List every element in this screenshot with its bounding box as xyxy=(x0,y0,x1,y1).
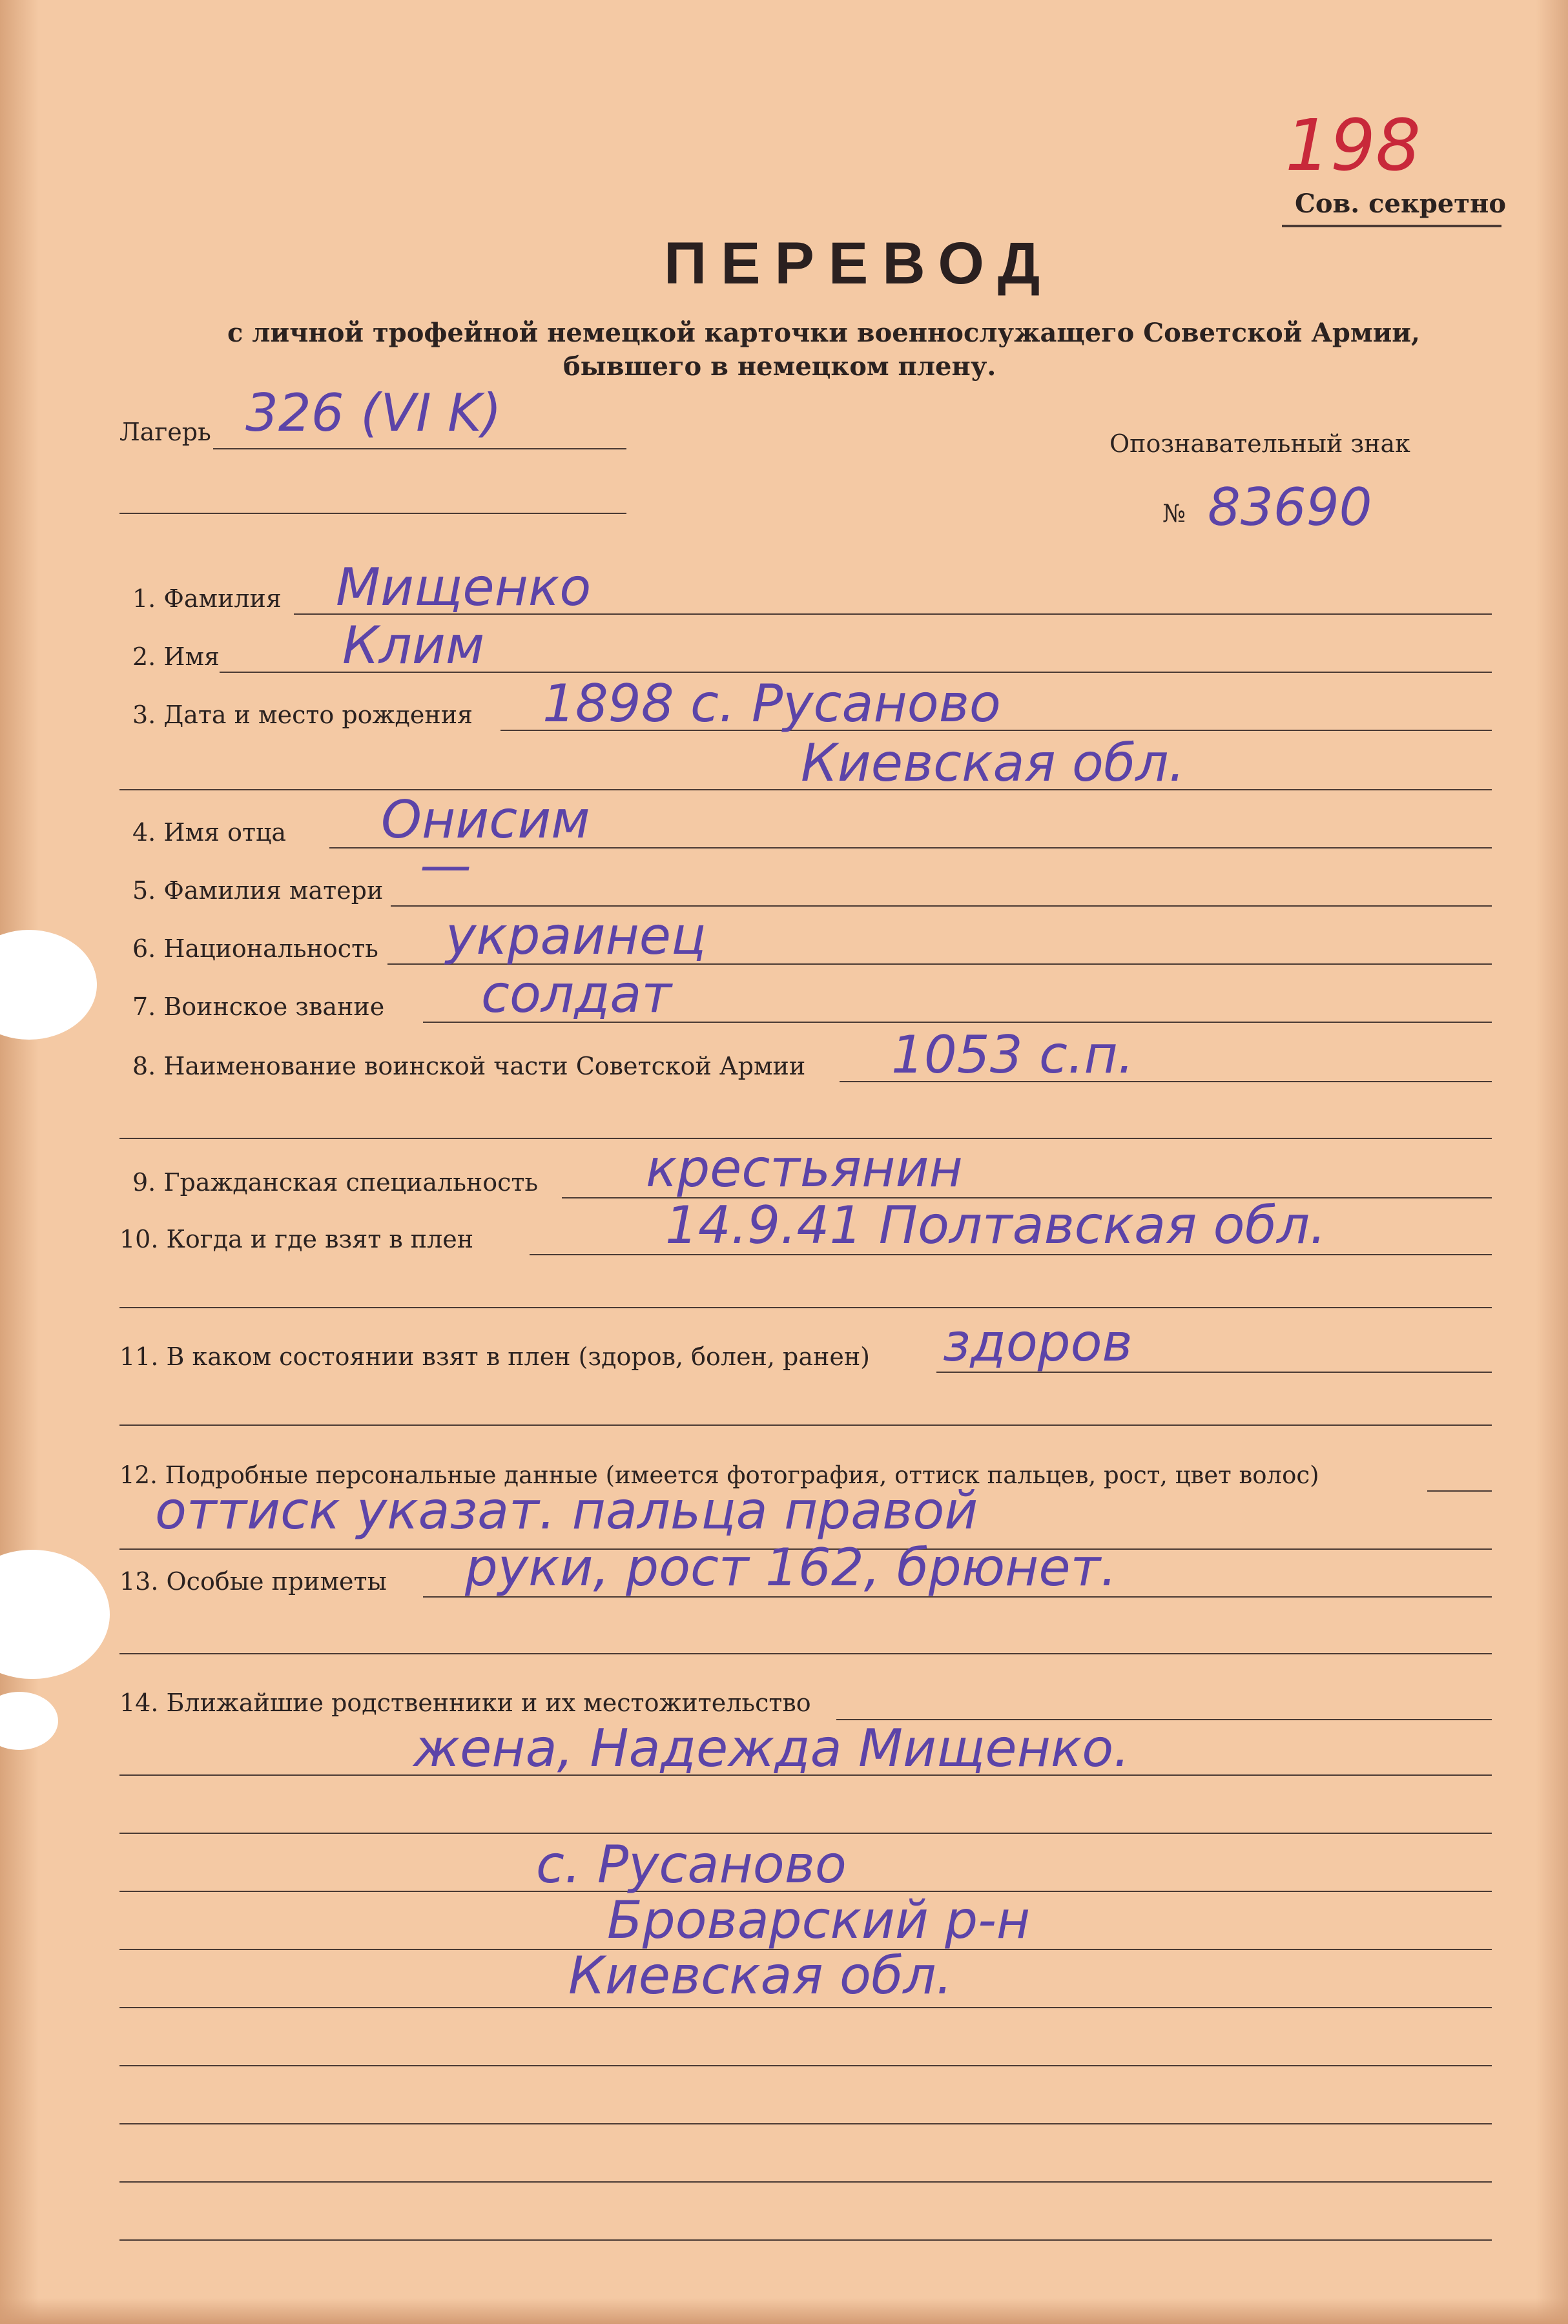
camp-line xyxy=(213,448,626,449)
paper-edge-bottom xyxy=(0,2298,1568,2324)
field-value-profession: крестьянин xyxy=(646,1138,963,1198)
field-value-birth: 1898 с. Русаново xyxy=(542,674,1001,734)
field-label-captured: 10. Когда и где взят в плен xyxy=(119,1225,474,1253)
field-value-relatives: жена, Надежда Мищенко. xyxy=(413,1718,1130,1778)
field-value-personal-data: оттиск указат. пальца правой xyxy=(155,1481,978,1541)
field-label-relatives: 14. Ближайшие родственники и их местожительство xyxy=(119,1689,811,1717)
camp-line-2 xyxy=(119,513,626,514)
page-title: ПЕРЕВОД xyxy=(664,231,1055,296)
field-label-profession: 9. Гражданская специальность xyxy=(132,1168,539,1197)
field-line xyxy=(119,2007,1492,2008)
field-value-surname: Мищенко xyxy=(336,557,592,617)
field-line xyxy=(119,2065,1492,2066)
camp-label: Лагерь xyxy=(119,418,211,446)
field-line xyxy=(119,2123,1492,2124)
field-value-captured: 14.9.41 Полтавская обл. xyxy=(665,1195,1326,1255)
field-label-surname: 1. Фамилия xyxy=(132,584,282,613)
field-line xyxy=(119,2181,1492,2183)
field-value-name: Клим xyxy=(342,615,485,675)
subtitle-line-2: бывшего в немецком плену. xyxy=(563,351,996,382)
field-label-personal-data: 12. Подробные персональные данные (имеется фотография, оттиск пальцев, рост, цвет волос) xyxy=(119,1461,1319,1489)
field-label-rank: 7. Воинское звание xyxy=(132,992,385,1021)
paper-tear xyxy=(0,1692,58,1750)
field-line xyxy=(1427,1490,1492,1492)
id-mark-label: Опознавательный знак xyxy=(1109,429,1410,458)
paper-tear xyxy=(0,1550,110,1679)
field-label-birth: 3. Дата и место рождения xyxy=(132,701,473,729)
id-mark-prefix: № xyxy=(1162,499,1186,528)
field-line xyxy=(119,1424,1492,1426)
stamp-number: 198 xyxy=(1285,104,1421,187)
field-value-features: руки, рост 162, брюнет. xyxy=(465,1537,1117,1598)
field-label-name: 2. Имя xyxy=(132,643,220,671)
id-mark-value: 83690 xyxy=(1208,477,1372,537)
paper-edge-left xyxy=(0,0,39,2324)
field-label-nationality: 6. Национальность xyxy=(132,934,378,963)
field-label-unit: 8. Наименование воинской части Советской Армии xyxy=(132,1052,806,1080)
classification-underline xyxy=(1282,225,1501,227)
field-label-father: 4. Имя отца xyxy=(132,818,287,847)
relatives-address-line-2: Броварский р-н xyxy=(607,1890,1031,1950)
field-value-mother: — xyxy=(420,835,471,895)
field-line xyxy=(119,1307,1492,1308)
field-line xyxy=(119,2239,1492,2241)
subtitle-line-1: с личной трофейной немецкой карточки военнослужащего Советской Армии, xyxy=(227,318,1420,348)
field-value-unit: 1053 с.п. xyxy=(891,1025,1135,1085)
field-value-father: Онисим xyxy=(381,790,590,850)
field-line xyxy=(119,1833,1492,1834)
classification-mark: Сов. секретно xyxy=(1295,189,1507,219)
field-label-mother: 5. Фамилия матери xyxy=(132,876,384,905)
field-value-condition: здоров xyxy=(943,1313,1133,1373)
paper-tear xyxy=(0,930,97,1040)
field-line xyxy=(119,1653,1492,1654)
relatives-address-line-3: Киевская обл. xyxy=(568,1946,953,2006)
relatives-address-line-1: с. Русаново xyxy=(536,1835,847,1895)
camp-value: 326 (VI K) xyxy=(245,383,502,443)
field-value-rank: солдат xyxy=(481,964,672,1024)
field-value-birth-cont: Киевская обл. xyxy=(801,733,1185,793)
field-value-nationality: украинец xyxy=(446,906,707,966)
paper-edge-right xyxy=(1536,0,1568,2324)
field-label-condition: 11. В каком состоянии взят в плен (здоров, болен, ранен) xyxy=(119,1342,870,1371)
field-label-features: 13. Особые приметы xyxy=(119,1567,387,1596)
